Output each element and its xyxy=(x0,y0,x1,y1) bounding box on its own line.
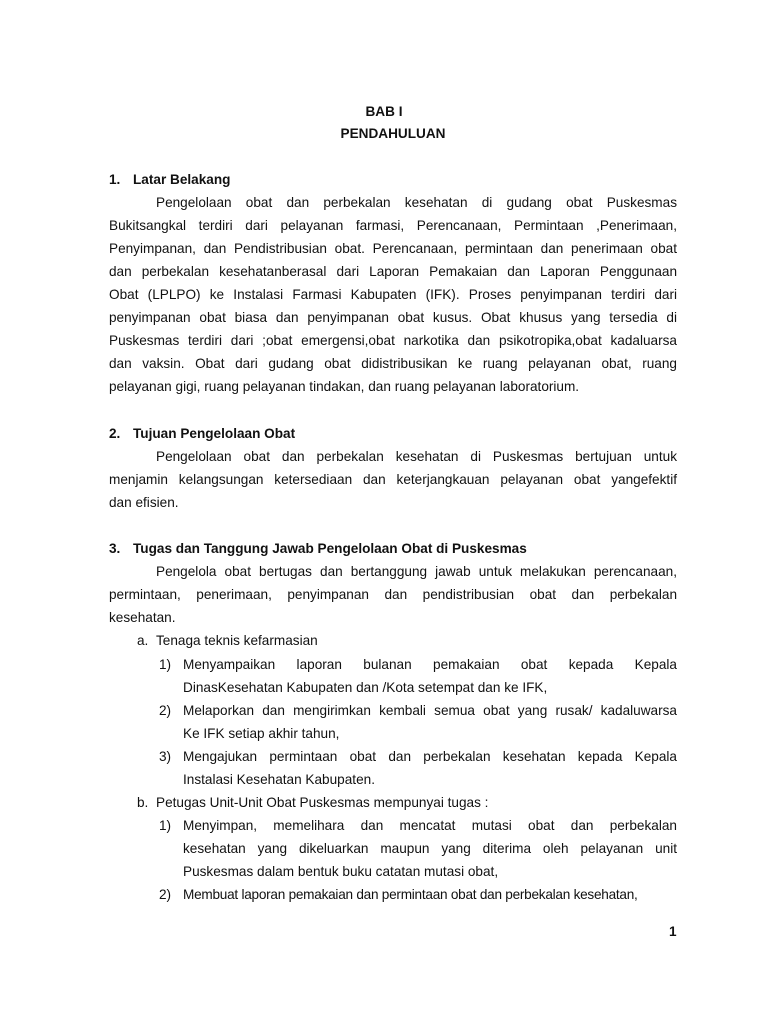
paragraph-line: Penyimpanan, dan Pendistribusian obat. Perencanaan, permintaan dan penerimaan obat xyxy=(109,241,677,256)
paragraph-line: Pengelolaan obat dan perbekalan kesehatan di Puskesmas bertujuan untuk xyxy=(156,449,677,464)
section-3-number: 3. xyxy=(109,541,121,556)
section-1-title: Latar Belakang xyxy=(133,172,231,187)
subsection-b-label: b. xyxy=(137,795,149,810)
subsection-b-title: Petugas Unit-Unit Obat Puskesmas mempunyai tugas : xyxy=(156,795,489,810)
list-item-line: Instalasi Kesehatan Kabupaten. xyxy=(183,772,375,787)
section-2-title: Tujuan Pengelolaan Obat xyxy=(133,426,296,441)
paragraph-line: pelayanan gigi, ruang pelayanan tindakan, dan ruang pelayanan laboratorium. xyxy=(109,379,580,394)
paragraph-line: dan perbekalan kesehatanberasal dari Laporan Pemakaian dan Laporan Penggunaan xyxy=(109,264,677,279)
paragraph-line: permintaan, penerimaan, penyimpanan dan pendistribusian obat dan perbekalan xyxy=(109,587,677,602)
list-item-number: 3) xyxy=(159,749,172,764)
list-item-line: Puskesmas dalam bentuk buku catatan mutasi obat, xyxy=(183,864,499,879)
paragraph-line: kesehatan. xyxy=(109,610,176,625)
paragraph-line: Bukitsangkal terdiri dari pelayanan farmasi, Perencanaan, Permintaan ,Penerimaan, xyxy=(109,218,677,233)
paragraph-line: Obat (LPLPO) ke Instalasi Farmasi Kabupaten (IFK). Proses penyimpanan terdiri dari xyxy=(109,287,677,302)
list-item-line: Mengajukan permintaan obat dan perbekalan kesehatan kepada Kepala xyxy=(183,749,677,764)
paragraph-line: penyimpanan obat biasa dan penyimpanan obat kusus. Obat khusus yang tersedia di xyxy=(109,310,677,325)
chapter-title: PENDAHULUAN xyxy=(340,126,446,141)
list-item-line: Ke IFK setiap akhir tahun, xyxy=(183,726,340,741)
list-item-line: DinasKesehatan Kabupaten dan /Kota setempat dan ke IFK, xyxy=(183,680,548,695)
page-number: 1 xyxy=(669,924,677,939)
list-item-number: 1) xyxy=(159,657,172,672)
section-1-number: 1. xyxy=(109,172,121,187)
list-item-number: 2) xyxy=(159,703,172,718)
list-item-number: 1) xyxy=(159,818,172,833)
section-3-title: Tugas dan Tanggung Jawab Pengelolaan Obat di Puskesmas xyxy=(133,541,527,556)
subsection-a-title: Tenaga teknis kefarmasian xyxy=(156,633,318,648)
list-item-number: 2) xyxy=(159,887,172,902)
list-item-line: Membuat laporan pemakaian dan permintaan obat dan perbekalan kesehatan, xyxy=(183,887,638,902)
paragraph-line: menjamin kelangsungan ketersediaan dan keterjangkauan pelayanan obat yangefektif xyxy=(109,472,677,487)
section-2-number: 2. xyxy=(109,426,121,441)
paragraph-line: Pengelolaan obat dan perbekalan kesehatan di gudang obat Puskesmas xyxy=(156,195,677,210)
paragraph-line: Puskesmas terdiri dari ;obat emergensi,obat narkotika dan psikotropika,obat kadaluarsa xyxy=(109,333,677,348)
paragraph-line: Pengelola obat bertugas dan bertanggung jawab untuk melakukan perencanaan, xyxy=(156,564,677,579)
list-item-line: Melaporkan dan mengirimkan kembali semua obat yang rusak/ kadaluwarsa xyxy=(183,703,677,718)
list-item-line: kesehatan yang dikeluarkan maupun yang diterima oleh pelayanan unit xyxy=(183,841,677,856)
paragraph-line: dan efisien. xyxy=(109,495,179,510)
paragraph-line: dan vaksin. Obat dari gudang obat didistribusikan ke ruang pelayanan obat, ruang xyxy=(109,356,677,371)
chapter-label: BAB I xyxy=(365,104,403,119)
list-item-line: Menyampaikan laporan bulanan pemakaian obat kepada Kepala xyxy=(183,657,677,672)
subsection-a-label: a. xyxy=(137,633,149,648)
list-item-line: Menyimpan, memelihara dan mencatat mutasi obat dan perbekalan xyxy=(183,818,677,833)
